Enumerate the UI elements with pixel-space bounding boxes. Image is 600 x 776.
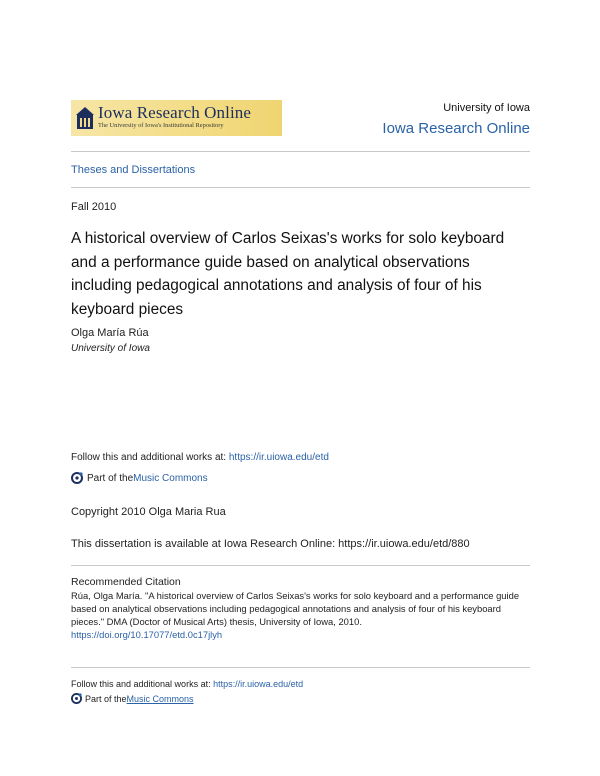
divider	[71, 151, 530, 152]
citation-heading: Recommended Citation	[71, 576, 181, 588]
author-name: Olga María Rúa	[71, 327, 149, 339]
follow-line	[71, 452, 329, 463]
commons-network-icon	[71, 693, 82, 704]
follow-link[interactable]: https://ir.uiowa.edu/etd	[228, 452, 329, 463]
repository-logo[interactable]	[71, 100, 282, 136]
citation-text: Rúa, Olga María. "A historical overview of Carlos Seixas's works for solo keyboard and a performance guide based on analytical observations including pedagogical annotations and analysis of four of his keyboard pieces." DMA (Doctor of Musical Arts) thesis, University of Iowa, 2010.	[71, 590, 520, 627]
availability-statement: This dissertation is available at Iowa Research Online: https://ir.uiowa.edu/etd/880	[71, 538, 470, 550]
copyright-statement: Copyright 2010 Olga Maria Rua	[71, 506, 226, 518]
divider	[71, 565, 530, 566]
series-link[interactable]: Theses and Dissertations	[71, 164, 196, 176]
part-of-text: Part of the	[87, 472, 134, 484]
logo-title: Iowa Research Online	[98, 103, 252, 122]
footer-follow-link[interactable]: https://ir.uiowa.edu/etd	[213, 679, 304, 689]
footer-part-of-line	[71, 693, 194, 704]
document-title: A historical overview of Carlos Seixas's works for solo keyboard and a performance guide based on analytical observations including pedagogical annotations and analysis of four of his keyboard pieces	[71, 230, 505, 318]
author-affiliation: University of Iowa	[71, 343, 150, 354]
commons-network-icon	[71, 472, 83, 484]
logo-subtitle: The University of Iowa's Institutional Repository	[98, 122, 224, 129]
music-commons-link[interactable]: Music Commons	[133, 472, 208, 484]
footer-music-commons-link[interactable]: Music Commons	[126, 693, 194, 704]
university-name: University of Iowa	[443, 102, 530, 114]
divider	[71, 667, 530, 668]
follow-text: Follow this and additional works at:	[71, 452, 229, 463]
building-icon	[75, 105, 95, 131]
repository-link[interactable]: Iowa Research Online	[382, 120, 530, 137]
part-of-line	[71, 472, 208, 484]
doi-link[interactable]: https://doi.org/10.17077/etd.0c17jlyh	[71, 629, 223, 640]
divider	[71, 187, 530, 188]
footer-follow-line	[71, 679, 303, 689]
footer-part-of-text: Part of the	[85, 693, 127, 704]
publication-date: Fall 2010	[71, 201, 117, 213]
citation-body	[71, 589, 533, 641]
footer-follow-text: Follow this and additional works at:	[71, 679, 214, 689]
